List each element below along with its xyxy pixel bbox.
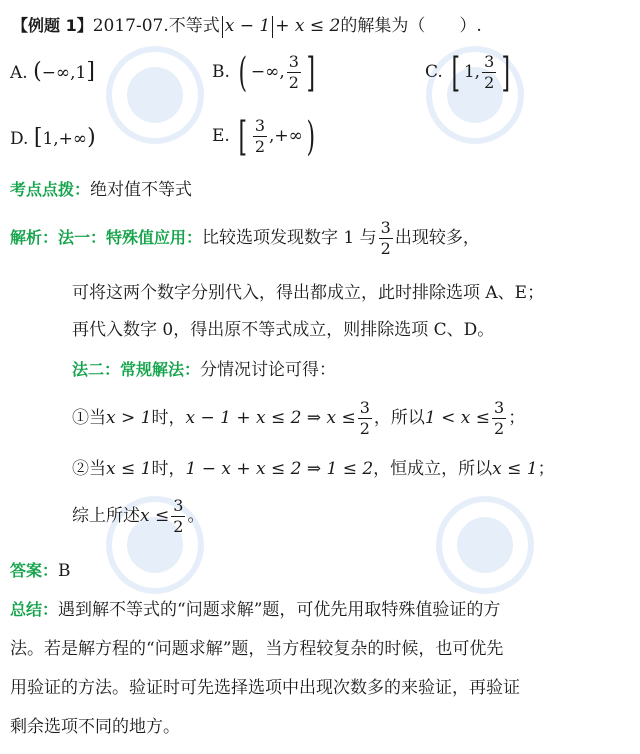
fraction	[482, 52, 496, 93]
answer-line	[10, 559, 71, 583]
jiexi-line2: 可将这两个数字分别代入，得出都成立，此时排除选项 A、E；	[72, 283, 545, 303]
case2-mid: ，恒成立，所以	[373, 459, 493, 479]
fraction	[171, 496, 185, 537]
summary-expr: x ≤	[140, 506, 170, 526]
option-body: 1,+∞	[42, 129, 88, 149]
option-d	[10, 126, 96, 151]
case2-eq: 1 − x + x ≤ 2 ⇒ 1 ≤ 2	[185, 459, 374, 479]
case2-pre: ②当	[72, 459, 106, 479]
jiexi-method1	[10, 218, 480, 259]
fraction-den: 2	[484, 73, 495, 92]
case1-cond: x > 1	[106, 408, 152, 428]
method2-text: 分情况讨论可得：	[200, 360, 337, 380]
fraction-num: 3	[173, 496, 184, 515]
fraction-den: 2	[173, 517, 184, 536]
conclusion-line1	[10, 598, 500, 622]
option-c	[425, 49, 514, 96]
method1-text2: 出现较多，	[394, 228, 480, 248]
abs-inner: x − 1	[224, 16, 271, 36]
stem-mid: + x ≤ 2	[275, 16, 341, 36]
fraction	[287, 52, 301, 93]
case-2	[72, 457, 555, 481]
watermark-logo	[95, 40, 215, 150]
case2-cond: x ≤ 1	[106, 459, 152, 479]
summary-pre: 综上所述	[72, 506, 140, 526]
summary-line	[72, 496, 204, 537]
jiexi-line3: 再代入数字 0，得出原不等式成立，则排除选项 C、D。	[72, 320, 495, 340]
kaodian-label: 考点点拨：	[10, 180, 91, 199]
option-letter: C.	[425, 62, 443, 82]
fraction-num: 3	[494, 398, 505, 417]
fraction-den: 2	[380, 239, 391, 258]
option-e	[212, 113, 318, 160]
fraction	[379, 218, 393, 259]
jiexi-method2	[72, 358, 336, 382]
method1-label: 法一：特殊值应用：	[58, 228, 203, 247]
case2-res: x ≤ 1	[492, 459, 538, 479]
example-source: 2017-07.	[92, 16, 169, 36]
option-letter: B.	[212, 62, 230, 82]
stem-suffix: 的解集为（ ）.	[340, 16, 482, 36]
option-bracket-right: )	[87, 125, 96, 150]
case1-time: 时，	[151, 408, 186, 428]
fraction-num: 3	[359, 398, 370, 417]
fraction	[358, 398, 372, 439]
kaodian-line	[10, 178, 192, 202]
case2-end: ；	[537, 459, 555, 479]
summary-end: 。	[187, 506, 205, 526]
method2-label: 法二：常规解法：	[72, 360, 201, 379]
conclusion-line3: 用验证的方法。验证时可先选择选项中出现次数多的来验证，再验证	[10, 678, 520, 698]
option-bracket-right: ]	[306, 49, 316, 96]
case1-eq: x − 1 + x ≤ 2 ⇒ x ≤	[185, 408, 356, 428]
stem-prefix: 不等式	[168, 16, 220, 36]
abs-bar-left	[222, 16, 223, 38]
option-bracket-left: [	[238, 113, 248, 160]
option-bracket-left: (	[33, 59, 42, 84]
case-1	[72, 398, 525, 439]
case2-time: 时，	[151, 459, 186, 479]
fraction-num: 3	[484, 52, 495, 71]
fraction-num: 3	[380, 218, 391, 237]
option-bracket-left: (	[238, 49, 248, 96]
option-bracket-left: [	[451, 49, 461, 96]
case1-pre: ①当	[72, 408, 106, 428]
kaodian-text: 绝对值不等式	[90, 180, 193, 200]
conclusion-line4: 剩余选项不同的地方。	[10, 717, 180, 737]
question-stem	[12, 14, 482, 38]
option-b	[212, 49, 319, 96]
option-letter: D.	[10, 129, 29, 149]
fraction	[492, 398, 506, 439]
example-tag: 【例题 1】	[12, 16, 93, 35]
option-letter: E.	[212, 126, 230, 146]
fraction-num: 3	[288, 52, 299, 71]
option-bracket-left: [	[33, 125, 43, 150]
option-bracket-right: ]	[86, 59, 95, 84]
case1-range: 1 < x ≤	[424, 408, 491, 428]
option-body: −∞,1	[41, 63, 87, 83]
case1-end: ；	[508, 408, 526, 428]
fraction-den: 2	[494, 419, 505, 438]
option-body: ,+∞	[269, 126, 303, 146]
conclusion-line2: 法。若是解方程的“问题求解”题，当方程较复杂的时候，也可优先	[10, 639, 504, 659]
fraction-den: 2	[288, 73, 299, 92]
fraction-den: 2	[254, 137, 266, 156]
option-bracket-right: ]	[501, 49, 511, 96]
option-body: −∞,	[250, 62, 285, 82]
method1-text1: 比较选项发现数字 1 与	[202, 228, 377, 248]
watermark-logo	[425, 490, 545, 600]
option-bracket-right: )	[306, 113, 315, 160]
conclusion-text: 遇到解不等式的“问题求解”题，可优先用取特殊值验证的方	[58, 600, 501, 620]
jiexi-label: 解析：	[10, 228, 59, 247]
conclusion-label: 总结：	[10, 600, 59, 619]
answer-value: B	[58, 561, 71, 581]
fraction-num: 3	[254, 116, 266, 135]
abs-bar-right	[272, 16, 273, 38]
answer-label: 答案：	[10, 561, 59, 580]
option-body: 1,	[463, 62, 481, 82]
case1-mid: ，所以	[373, 408, 425, 428]
option-a	[10, 60, 95, 85]
fraction-den: 2	[359, 419, 370, 438]
option-letter: A.	[10, 63, 28, 83]
fraction	[253, 116, 267, 157]
